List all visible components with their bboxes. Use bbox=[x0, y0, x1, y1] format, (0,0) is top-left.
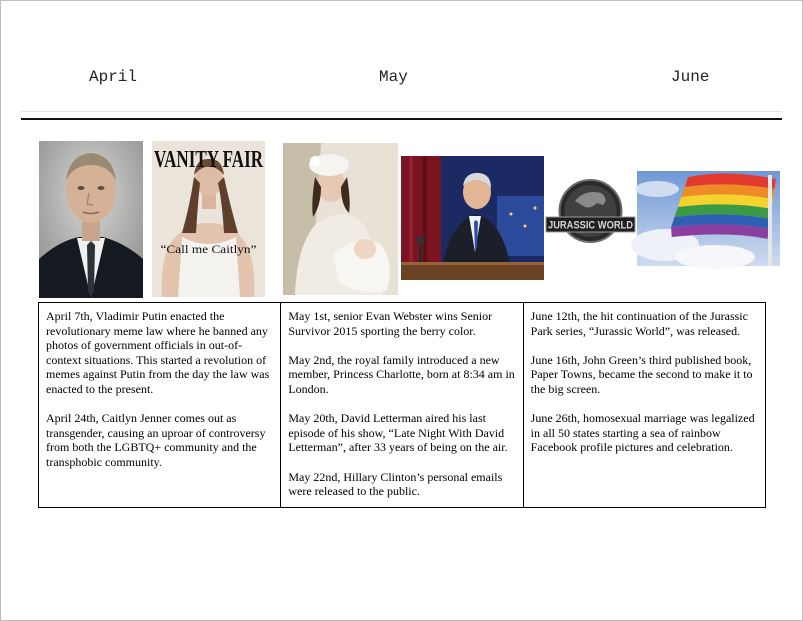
putin-photo bbox=[39, 141, 143, 298]
event-paragraph: May 1st, senior Evan Webster wins Senior Survivor 2015 sporting the berry color. bbox=[288, 309, 493, 338]
event-paragraph: June 16th, John Green’s third published book, Paper Towns, became the second to make it to the big screen. bbox=[530, 352, 753, 396]
jurassic-world-logo-text: JURASSIC WORLD bbox=[548, 219, 634, 232]
royal-family-photo bbox=[283, 143, 398, 295]
event-paragraph: May 22nd, Hillary Clinton’s personal emails were released to the public. bbox=[288, 469, 503, 499]
month-may: May bbox=[379, 68, 408, 86]
april-column bbox=[39, 303, 280, 507]
event-paragraph: April 24th, Caitlyn Jenner comes out as transgender, causing an uproar of controversy from both the LGBTQ+ community and the transphobic community. bbox=[46, 411, 266, 469]
vanity-fair-cover bbox=[152, 141, 265, 297]
month-april: April bbox=[89, 68, 138, 86]
event-paragraph: June 12th, the hit continuation of the Jurassic Park series, “Jurassic World”, was released. bbox=[530, 309, 748, 338]
event-paragraph: May 20th, David Letterman aired his last episode of his show, “Late Night With David Letterman”, after 33 years of being on the air. bbox=[288, 411, 508, 455]
vanity-fair-cover-line: “Call me Caitlyn” bbox=[160, 242, 257, 256]
event-paragraph: May 2nd, the royal family introduced a new member, Princess Charlotte, born at 8:34 am in London. bbox=[288, 352, 515, 396]
may-column bbox=[280, 303, 522, 507]
rainbow-flag-photo bbox=[637, 171, 780, 266]
event-paragraph: April 7th, Vladimir Putin enacted the revolutionary meme law where he banned any photos of government officials in out-of-context situations. This started a revolution of memes against Putin from the day the law was enacted to the present. bbox=[46, 309, 270, 396]
june-column bbox=[523, 303, 765, 507]
header-divider bbox=[21, 118, 782, 120]
events-table bbox=[38, 302, 766, 508]
event-paragraph: June 26th, homosexual marriage was legalized in all 50 states starting a sea of rainbow Facebook profile pictures and celebration. bbox=[530, 411, 755, 455]
vanity-fair-masthead: VANITY FAIR bbox=[154, 147, 264, 173]
month-june: June bbox=[671, 68, 710, 86]
letterman-photo bbox=[401, 156, 544, 280]
jurassic-world-logo bbox=[545, 179, 636, 243]
header-thin-divider bbox=[21, 111, 782, 112]
